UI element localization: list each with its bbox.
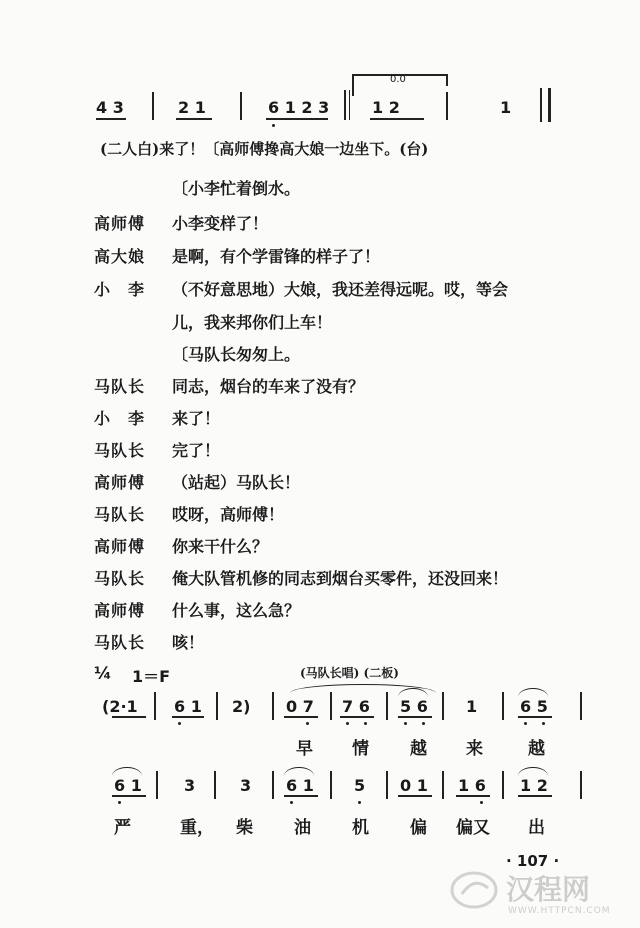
barline: [330, 692, 332, 720]
dialogue-line: 你来干什么？: [172, 537, 269, 556]
watermark-brand: 汉程网: [506, 873, 591, 906]
lyric: 偏: [410, 818, 427, 838]
note-group: 0 7: [286, 697, 314, 716]
lyric: 出: [528, 818, 545, 838]
note-group: 6 1: [114, 776, 142, 795]
lyric: 早: [296, 739, 313, 759]
dialogue-line: 是啊，有个学雷锋的样子了！: [172, 247, 381, 266]
role-name: 高师傅: [94, 537, 146, 556]
barline: [580, 692, 582, 720]
dialogue-line: 同志，烟台的车来了没有？: [172, 377, 365, 396]
dialogue-line: 哎呀，高师傅！: [172, 505, 285, 524]
underline: [340, 716, 374, 718]
barline: [580, 771, 582, 799]
dialogue-line: 什么事，这么急？: [172, 601, 301, 620]
lyric: 越: [410, 739, 427, 759]
dialogue-line: （不好意思地）大娘，我还差得远呢。哎，等会: [172, 280, 509, 299]
dot-below: [524, 722, 527, 725]
barline: [216, 692, 218, 720]
underline: [398, 795, 432, 797]
tie: [518, 688, 548, 697]
lyric: 情: [352, 739, 369, 759]
watermark-url: WWW.HTTPCN.COM: [508, 906, 611, 916]
dot-below: [118, 801, 121, 804]
barline: [386, 692, 388, 720]
tie: [112, 767, 142, 776]
barline: [442, 692, 444, 720]
note-group: 7 6: [342, 697, 370, 716]
dialogue-continuation: 儿，我来邦你们上车！: [172, 313, 333, 332]
measure-5: 1: [500, 98, 512, 117]
dialogue-line: （站起）马队长！: [172, 473, 301, 492]
lyric: 机: [352, 818, 369, 838]
role-name: 高大娘: [94, 247, 146, 266]
dialogue-line: 完了！: [172, 441, 221, 460]
barline: [446, 92, 448, 120]
lyric: 油: [294, 818, 311, 838]
dialogue-line: 咳！: [172, 633, 205, 652]
dot-below: [404, 722, 407, 725]
singing-annotation: (马队长唱) (二板): [300, 666, 399, 680]
note-group: 6 1: [286, 776, 314, 795]
dot-below: [422, 722, 425, 725]
page-number: · 107 ·: [506, 852, 560, 870]
underline: [284, 716, 318, 718]
underline: [370, 118, 424, 120]
underline: [456, 795, 490, 797]
stage-direction: 〔马队长匆匆上。: [172, 345, 301, 364]
underline: [284, 795, 318, 797]
measure-2: 2 1: [178, 98, 206, 117]
role-name: 马队长: [94, 441, 146, 460]
underline: [172, 716, 204, 718]
lyric: 越: [528, 739, 545, 759]
role-name: 高师傅: [94, 473, 146, 492]
dialogue-line: 来了！: [172, 409, 221, 428]
underline: [112, 795, 146, 797]
note-group: 1: [466, 697, 478, 716]
dot-below: [178, 722, 181, 725]
note-group: 0 1: [400, 776, 428, 795]
dot-below: [364, 722, 367, 725]
lyric: 严: [114, 818, 131, 838]
final-barline: [548, 88, 551, 122]
measure-3: 6 1 2 3: [268, 98, 330, 117]
barline: [156, 771, 158, 799]
dot-below: [480, 801, 483, 804]
tie: [518, 767, 548, 776]
dot-below: [346, 722, 349, 725]
underline: [112, 716, 146, 718]
barline: [349, 90, 350, 120]
lyric: 来: [466, 739, 483, 759]
note-group: (2·1: [102, 697, 138, 716]
note-group: 6 1: [174, 697, 202, 716]
role-name: 高师傅: [94, 214, 146, 233]
dot-below: [290, 801, 293, 804]
barline: [386, 771, 388, 799]
role-name: 小 李: [94, 280, 146, 299]
note-group: 1 6: [458, 776, 486, 795]
role-name: 马队长: [94, 569, 146, 588]
note-group: 3: [240, 776, 252, 795]
underline: [96, 118, 126, 120]
dot-below: [358, 801, 361, 804]
barline: [502, 771, 504, 799]
role-name: 马队长: [94, 377, 146, 396]
barline: [154, 692, 156, 720]
role-name: 马队长: [94, 633, 146, 652]
underline: [518, 795, 552, 797]
final-barline: [540, 88, 542, 122]
key-signature: 1＝F: [132, 667, 171, 686]
barline: [502, 692, 504, 720]
barline: [344, 90, 346, 120]
dot-below: [306, 722, 309, 725]
note-group: 5 6: [400, 697, 428, 716]
stage-direction: (二人白)来了！〔高师傅搀高大娘一边坐下。(台): [100, 140, 429, 158]
time-signature: ¼: [94, 664, 112, 684]
underline: [176, 118, 212, 120]
note-group: 6 5: [520, 697, 548, 716]
role-name: 小 李: [94, 409, 146, 428]
role-name: 高师傅: [94, 601, 146, 620]
note-group: 2): [232, 697, 251, 716]
volta-bracket-right: [446, 74, 448, 86]
barline: [442, 771, 444, 799]
barline: [152, 92, 154, 120]
watermark: [448, 864, 636, 924]
underline: [398, 716, 432, 718]
watermark-logo-icon: [448, 868, 500, 912]
volta-bracket-left: [352, 74, 354, 96]
underline: [518, 716, 552, 718]
barline: [272, 771, 274, 799]
dot-below: [272, 124, 275, 127]
lyric: 偏又: [456, 818, 490, 838]
note-group: 1 2: [520, 776, 548, 795]
lyric: 重，: [180, 818, 214, 838]
barline: [240, 92, 242, 120]
barline: [214, 771, 216, 799]
underline: [266, 118, 328, 120]
stage-direction: 〔小李忙着倒水。: [172, 179, 301, 198]
barline: [272, 692, 274, 720]
dialogue-line: 小李变样了！: [172, 214, 269, 233]
measure-4: 1 2: [372, 98, 400, 117]
dot-below: [542, 722, 545, 725]
barline: [330, 771, 332, 799]
lyric: 柴: [236, 818, 253, 838]
note-group: 3: [184, 776, 196, 795]
note-group: 5: [354, 776, 366, 795]
tie: [284, 767, 314, 776]
role-name: 马队长: [94, 505, 146, 524]
dialogue-line: 俺大队管机修的同志到烟台买零件，还没回来！: [172, 569, 509, 588]
volta-label: 0.0: [390, 74, 406, 85]
measure-1: 4 3: [96, 98, 124, 117]
